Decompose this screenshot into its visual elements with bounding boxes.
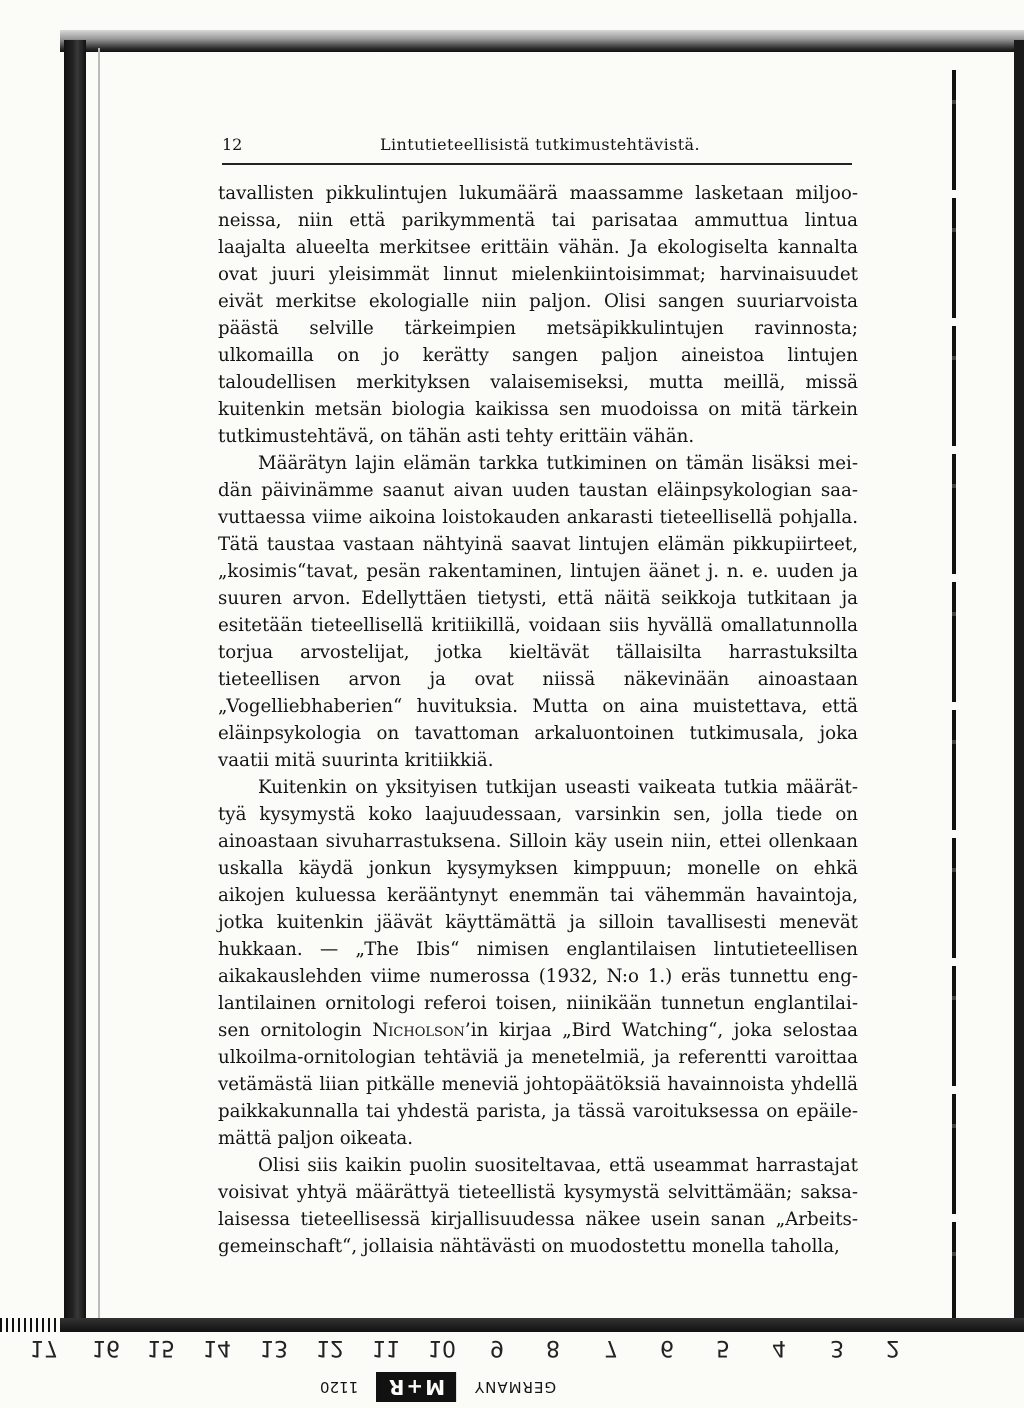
scan-ruler-ticks	[0, 1318, 60, 1332]
paragraph	[218, 774, 858, 1152]
running-title: Lintutieteellisistä tutkimustehtävistä.	[380, 135, 700, 154]
ruler-number: 3	[830, 1335, 844, 1360]
scanner-serial: 1120	[320, 1378, 359, 1396]
page-header	[222, 135, 852, 165]
scan-bottom-edge	[60, 1318, 1024, 1332]
body-text	[218, 180, 858, 1260]
ruler-number: 14	[203, 1335, 231, 1360]
author-name: Nicholson	[372, 1020, 465, 1041]
paragraph: Määrätyn lajin elämän tarkka tutkiminen on tämän lisäksi meidän päivinämme saanut aivan uuden taustan eläinpsykologian saavuttaessa viime aikoina loistokauden ankarasti tieteellisellä pohjalla. Tätä taustaa vastaan nähtyinä saavat lintujen elämän pikkupiirteet, „kosimis“tavat, pesän rakentaminen, lintujen äänet j. n. e. uuden ja suuren arvon. Edellyttäen tietysti, että näitä seikkoja tutkitaan ja esitetään tieteellisellä kritiikillä, voidaan siis hyvällä omallatunnolla torjua arvostelijat, jotka kieltävät tällaisilta harrastuksilta tieteellisen arvon ja ovat niissä näkevinään ainoastaan „Vogelliebhaberien“ huvituksia. Mutta on aina muistettava, että eläinpsykologia on tavattoman arkaluontoinen tutkimusala, joka vaatii mitä suurinta kritiikkiä.	[218, 453, 858, 771]
paragraph-text: ’in kirjaa „Bird Watching“, joka selostaa ulkoilma-ornitologian tehtäviä ja menetelmiä, ja referentti varoittaa vetämästä liian pitkälle meneviä johtopäätöksiä havainnoista yhdellä paikkakunnalla tai yhdestä parista, ja tässä varoituksessa on epäilemättä paljon oikeata.	[218, 1020, 859, 1149]
paragraph: tavallisten pikkulintujen lukumäärä maassamme lasketaan miljooneissa, niin että parikymmentä tai parisataa ammuttua lintua laajalta alueelta merkitsee erittäin vähän. Ja ekologiselta kannalta ovat juuri yleisimmät linnut mielenkiintoisimmat; harvinaisuudet eivät merkitse ekologialle niin paljon. Olisi sangen suuriarvoista päästä selville tärkeimpien metsäpikkulintujen ravinnosta; ulkomailla on jo kerätty sangen paljon aineistoa lintujen taloudellisen merkityksen valaisemiseksi, mutta meillä, missä kuitenkin metsän biologia kaikissa sen muodoissa on mitä tärkein tutkimustehtävä, on tähän asti tehty erittäin vähän.	[218, 183, 858, 447]
scanner-brand	[320, 1372, 556, 1402]
ruler-number: 6	[660, 1335, 674, 1360]
header-rule	[222, 163, 852, 165]
scan-right-mark	[952, 70, 956, 1320]
ruler-number: 15	[147, 1335, 175, 1360]
ruler-number: 12	[316, 1335, 344, 1360]
scan-ruler	[0, 1335, 1024, 1365]
ruler-number: 4	[772, 1335, 786, 1360]
ruler-number: 16	[92, 1335, 120, 1360]
scanner-country: GERMANY	[474, 1378, 557, 1396]
ruler-number: 13	[260, 1335, 288, 1360]
ruler-number: 17	[30, 1335, 58, 1360]
page-number: 12	[222, 135, 243, 154]
scan-left-rule	[98, 48, 100, 1318]
paragraph: Olisi siis kaikin puolin suositeltavaa, että useammat harrastajat voisivat yhtyä määrättyä tieteellistä kysymystä selvittämään; saksalaisessa tieteellisessä kirjallisuudessa näkee usein sanan „Arbeitsgemeinschaft“, jollaisia nähtävästi on muodostettu monella taholla,	[218, 1155, 858, 1257]
scanner-logo: M+R	[376, 1372, 456, 1402]
ruler-number: 9	[490, 1335, 504, 1360]
scan-left-binding	[64, 40, 86, 1320]
scan-right-edge	[1014, 40, 1024, 1320]
ruler-number: 10	[428, 1335, 456, 1360]
paragraph-text: Kuitenkin on yksityisen tutkijan useasti vaikeata tutkia määrättyä kysymystä koko laajuudessaan, varsinkin sen, jolla tiede on ainoastaan sivuharrastuksena. Silloin käy usein niin, ettei ollenkaan uskalla käydä jonkun kysymyksen kimppuun; monelle on ehkä aikojen kuluessa kerääntynyt enemmän tai vähemmän havaintoja, jotka kuitenkin jäävät käyttämättä ja silloin tavallisesti menevät hukkaan. — „The Ibis“ nimisen englantilaisen lintutieteellisen aikakauslehden viime numerossa (1932, N:o 1.) eräs tunnettu englantilainen ornitologi referoi toisen, niinikään tunnetun englantilaisen ornitologin	[218, 777, 858, 1041]
ruler-number: 11	[372, 1335, 400, 1360]
ruler-number: 8	[546, 1335, 560, 1360]
ruler-number: 7	[604, 1335, 618, 1360]
scan-top-edge	[60, 30, 1024, 52]
ruler-number: 2	[886, 1335, 900, 1360]
ruler-number: 5	[716, 1335, 730, 1360]
